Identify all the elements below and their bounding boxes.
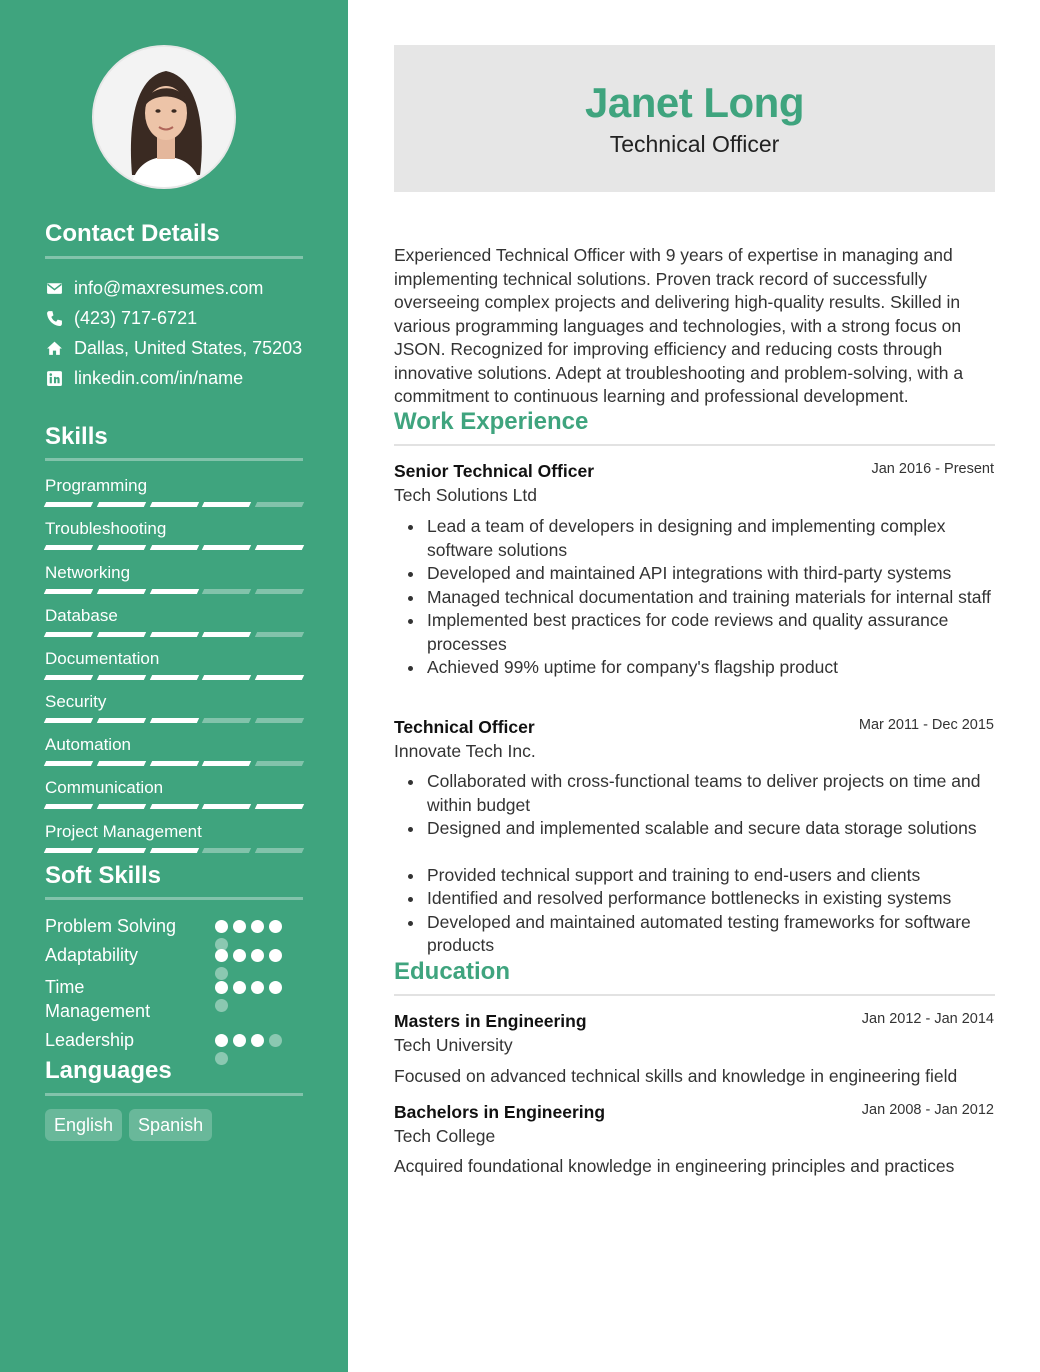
skill-item [45, 648, 303, 670]
list-item: Implemented best practices for code reviews and quality assurance processes [394, 609, 999, 656]
skill-level-segment [97, 545, 146, 550]
soft-skill-rating [215, 949, 287, 980]
skill-level-bar [45, 545, 303, 550]
language-tag: Spanish [129, 1109, 212, 1141]
skill-level-segment [44, 545, 93, 550]
soft-skills-divider [45, 897, 303, 900]
education-heading: Education [394, 958, 511, 985]
work-experience-heading: Work Experience [394, 408, 589, 435]
skill-level-segment [44, 848, 93, 853]
skill-level-segment [255, 545, 304, 550]
profile-photo [94, 47, 236, 189]
soft-skill-label: Problem Solving [45, 916, 177, 936]
contact-linkedin [45, 366, 243, 390]
skill-level-segment [149, 632, 198, 637]
rating-dot [215, 981, 228, 994]
linkedin-icon [45, 369, 63, 387]
skill-label: Networking [45, 563, 131, 582]
school-name: Tech College [394, 1126, 496, 1146]
contact-phone [45, 306, 197, 330]
rating-dot [269, 981, 282, 994]
soft-skill-rating [215, 981, 287, 1012]
skill-label: Programming [45, 476, 148, 495]
rating-dot [233, 949, 246, 962]
skill-level-segment [44, 675, 93, 680]
skill-level-bar [45, 632, 303, 637]
job-bullets [394, 770, 999, 958]
skill-level-segment [149, 589, 198, 594]
skill-level-bar [45, 804, 303, 809]
degree-dates: Jan 2008 - Jan 2012 [861, 1102, 994, 1118]
skill-level-segment [255, 632, 304, 637]
phone-text[interactable]: (423) 717-6721 [74, 307, 198, 328]
skill-level-segment [255, 761, 304, 766]
skill-level-segment [202, 761, 251, 766]
phone-icon [45, 309, 63, 327]
language-list [45, 1109, 212, 1141]
skill-level-segment [44, 718, 93, 723]
skill-level-segment [255, 718, 304, 723]
language-tag: English [45, 1109, 122, 1141]
skill-label: Automation [45, 735, 131, 754]
skill-level-segment [97, 761, 146, 766]
degree-description: Focused on advanced technical skills and knowledge in engineering field [394, 1066, 958, 1086]
skill-level-segment [44, 502, 93, 507]
contact-email [45, 276, 263, 300]
skill-level-segment [149, 718, 198, 723]
list-item: Collaborated with cross-functional teams to deliver projects on time and within budget [394, 770, 999, 817]
skill-item [45, 821, 303, 843]
skill-item [45, 734, 303, 756]
job-company: Tech Solutions Ltd [394, 485, 538, 505]
list-item: Developed and maintained automated testing frameworks for software products [394, 911, 999, 958]
education-divider [394, 994, 995, 996]
skill-level-segment [202, 848, 251, 853]
profile-summary: Experienced Technical Officer with 9 years of expertise in managing and implementing technical solutions. Proven track record of successfully overseeing complex projects and delivering high-quality results. Skilled in various programming languages and technologies, with a strong focus on JSON. Recognized for improving efficiency and reducing costs through innovative solutions. Adept at troubleshooting and problem-solving, with a commitment to continuous learning and professional development. [394, 245, 964, 406]
skill-level-segment [97, 589, 146, 594]
skill-item [45, 475, 303, 497]
candidate-name: Janet Long [584, 79, 804, 126]
skill-level-segment [97, 632, 146, 637]
rating-dot [215, 967, 228, 980]
contact-divider [45, 256, 303, 259]
skill-level-segment [149, 761, 198, 766]
list-item: Provided technical support and training to end-users and clients [394, 864, 999, 888]
skill-level-segment [44, 589, 93, 594]
list-item: Managed technical documentation and training materials for internal staff [394, 586, 999, 610]
email-text[interactable]: info@maxresumes.com [74, 277, 264, 298]
skill-level-segment [202, 502, 251, 507]
skill-level-segment [97, 675, 146, 680]
rating-dot [251, 949, 264, 962]
skill-level-bar [45, 718, 303, 723]
skill-level-segment [202, 675, 251, 680]
degree-name: Bachelors in Engineering [394, 1102, 606, 1122]
job-company: Innovate Tech Inc. [394, 741, 536, 761]
skill-level-bar [45, 761, 303, 766]
rating-dot [233, 920, 246, 933]
skills-divider [45, 458, 303, 461]
skill-level-segment [255, 502, 304, 507]
list-item: Identified and resolved performance bottlenecks in existing systems [394, 887, 999, 911]
skill-level-segment [97, 804, 146, 809]
skill-level-bar [45, 675, 303, 680]
rating-dot [215, 999, 228, 1012]
skill-label: Security [45, 692, 107, 711]
job-dates: Mar 2011 - Dec 2015 [858, 717, 994, 733]
skill-level-segment [255, 848, 304, 853]
skill-level-segment [202, 804, 251, 809]
candidate-title: Technical Officer [609, 131, 780, 157]
soft-skill-label: Leadership [45, 1030, 135, 1050]
skill-level-segment [202, 545, 251, 550]
rating-dot [251, 1034, 264, 1047]
languages-divider [45, 1093, 303, 1096]
skill-label: Troubleshooting [45, 519, 167, 538]
job-role: Senior Technical Officer [394, 461, 595, 481]
skill-level-segment [97, 848, 146, 853]
languages-heading: Languages [45, 1057, 172, 1084]
skill-level-bar [45, 589, 303, 594]
degree-name: Masters in Engineering [394, 1011, 587, 1031]
rating-dot [215, 920, 228, 933]
skill-item [45, 777, 303, 799]
skill-level-segment [255, 804, 304, 809]
rating-dot [269, 949, 282, 962]
rating-dot [269, 1034, 282, 1047]
skill-level-segment [149, 675, 198, 680]
list-item: Developed and maintained API integrations with third-party systems [394, 562, 999, 586]
rating-dot [269, 920, 282, 933]
skill-label: Communication [45, 778, 164, 797]
soft-skills-heading: Soft Skills [45, 862, 162, 889]
skill-item [45, 562, 303, 584]
skill-level-segment [202, 718, 251, 723]
skill-level-segment [44, 804, 93, 809]
work-divider [394, 444, 995, 446]
skill-level-segment [44, 761, 93, 766]
avatar [92, 45, 236, 189]
list-item: Lead a team of developers in designing and implementing complex software solutions [394, 515, 999, 562]
skill-level-bar [45, 502, 303, 507]
soft-skill-label: Adaptability [45, 945, 139, 965]
soft-skill-rating [215, 920, 287, 951]
skill-level-segment [149, 804, 198, 809]
skill-level-segment [149, 545, 198, 550]
skill-item [45, 691, 303, 713]
degree-description: Acquired foundational knowledge in engineering principles and practices [394, 1156, 955, 1176]
rating-dot [215, 1034, 228, 1047]
skill-item [45, 518, 303, 540]
rating-dot [251, 981, 264, 994]
skill-label: Documentation [45, 649, 160, 668]
skill-label: Project Management [45, 822, 202, 841]
skill-level-segment [149, 502, 198, 507]
school-name: Tech University [394, 1035, 513, 1055]
linkedin-text[interactable]: linkedin.com/in/name [74, 367, 244, 388]
rating-dot [251, 920, 264, 933]
skills-heading: Skills [45, 423, 108, 450]
skill-level-bar [45, 848, 303, 853]
skill-label: Database [45, 606, 118, 625]
skill-level-segment [44, 632, 93, 637]
envelope-icon [45, 279, 63, 297]
skill-level-segment [149, 848, 198, 853]
sidebar [0, 0, 348, 1372]
rating-dot [233, 1034, 246, 1047]
rating-dot [215, 949, 228, 962]
job-role: Technical Officer [394, 717, 535, 737]
contact-address [45, 336, 302, 360]
skill-level-segment [97, 502, 146, 507]
skill-level-segment [202, 589, 251, 594]
skill-item [45, 605, 303, 627]
list-item: Designed and implemented scalable and secure data storage solutions [394, 817, 999, 841]
contact-heading: Contact Details [45, 220, 220, 247]
job-dates: Jan 2016 - Present [871, 461, 994, 477]
degree-dates: Jan 2012 - Jan 2014 [861, 1011, 994, 1027]
skill-level-segment [255, 675, 304, 680]
address-text: Dallas, United States, 75203 [74, 337, 303, 358]
soft-skill-label: Time Management [45, 977, 151, 1021]
skill-level-segment [202, 632, 251, 637]
skill-level-segment [97, 718, 146, 723]
skill-level-segment [255, 589, 304, 594]
name-header [394, 45, 995, 192]
list-item: Achieved 99% uptime for company's flagship product [394, 656, 999, 680]
home-icon [45, 339, 63, 357]
rating-dot [233, 981, 246, 994]
job-bullets [394, 515, 999, 680]
